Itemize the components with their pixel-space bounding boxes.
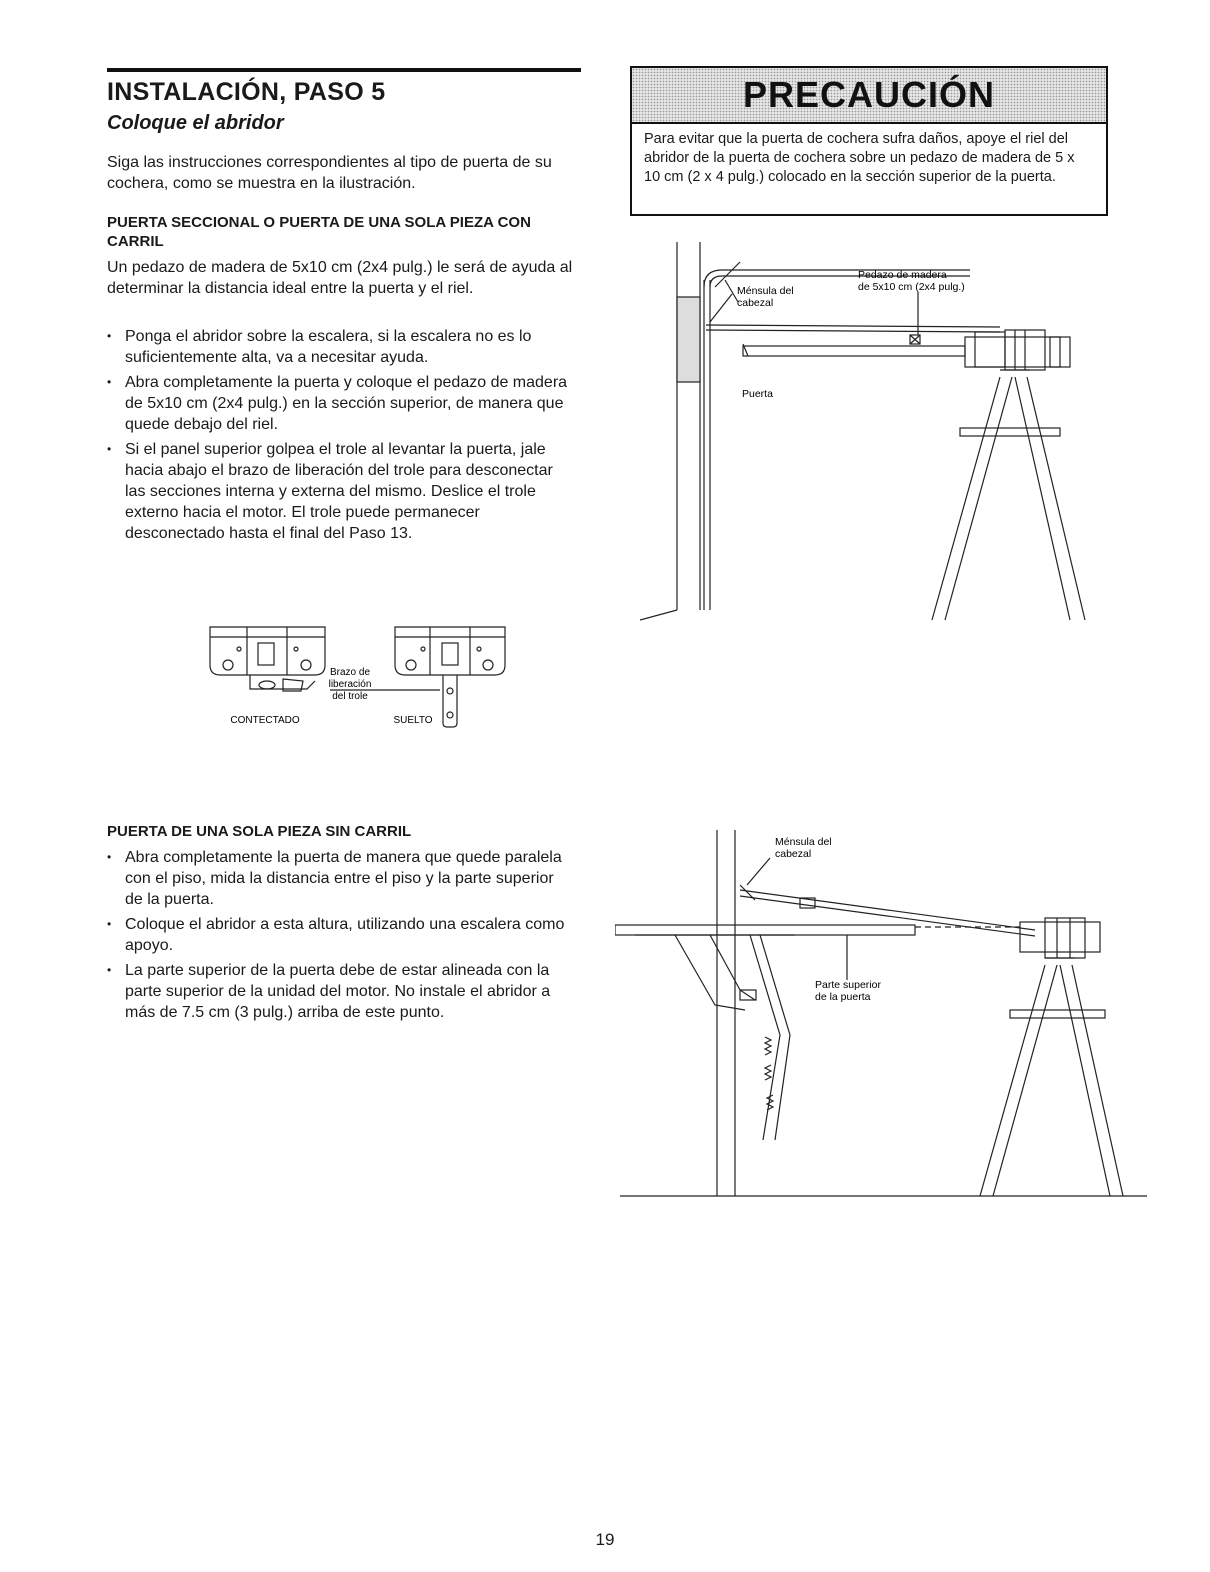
trolley-arm-label-3: del trole [332, 691, 368, 702]
caution-text: Para evitar que la puerta de cochera sufra daños, apoye el riel del abridor de la puerta de cochera sobre un pedazo de madera de 5 x 10 cm (2 x 4 pulg.) colocado en la sección superior de la puerta. [644, 131, 1075, 185]
trolley-loose-label: SUELTO [393, 715, 433, 726]
fig-top-wood-label-2: de 5x10 cm (2x4 pulg.) [858, 281, 965, 293]
section2-bullet-list [107, 847, 572, 1027]
trolley-connected-label: CONTECTADO [230, 715, 300, 726]
fig-bottom-top-label-1: Parte superior [815, 979, 881, 991]
list-item: • Abra completamente la puerta de manera que quede paralela con el piso, mida la distancia entre el piso y la parte superior de la puerta. [107, 847, 572, 910]
page-number: 19 [595, 1530, 615, 1549]
caution-header [632, 68, 1106, 124]
list-item: • Coloque el abridor a esta altura, utilizando una escalera como apoyo. [107, 914, 572, 956]
trolley-figure [195, 615, 515, 730]
fig-top-bracket-label-1: Ménsula del [737, 285, 794, 297]
page-title: INSTALACIÓN, PASO 5 [107, 78, 386, 106]
list-item: • Si el panel superior golpea el trole al levantar la puerta, jale hacia abajo el brazo de liberación del trole para desconectar las secciones interna y externa del mismo. Deslice el trole externo hacia el motor. El trole puede permanecer desconectado hasta el final del Paso 13. [107, 439, 572, 544]
trolley-arm-label-2: liberación [328, 679, 372, 690]
section1-heading: PUERTA SECCIONAL O PUERTA DE UNA SOLA PIEZA CON CARRIL [107, 214, 531, 250]
caution-box [630, 66, 1108, 216]
fig-top-door-label: Puerta [742, 388, 773, 400]
fig-bottom-bracket-label-2: cabezal [775, 848, 812, 860]
list-item: • Abra completamente la puerta y coloque el pedazo de madera de 5x10 cm (2x4 pulg.) en la sección superior, de manera que quede debajo del riel. [107, 372, 572, 435]
list-item: • La parte superior de la puerta debe de estar alineada con la parte superior de la unidad del motor. No instale el abridor a más de 7.5 cm (3 pulg.) arriba de este punto. [107, 960, 572, 1023]
page-subtitle: Coloque el abridor [107, 112, 284, 134]
section1-paragraph: Un pedazo de madera de 5x10 cm (2x4 pulg.) le será de ayuda al determinar la distancia ideal entre la puerta y el riel. [107, 259, 573, 297]
fig-bottom-top-label-2: de la puerta [815, 991, 871, 1003]
list-item: • Ponga el abridor sobre la escalera, si la escalera no es lo suficientemente alta, va a necesitar ayuda. [107, 326, 572, 368]
trolley-arm-label-1: Brazo de [329, 667, 371, 678]
fig-top-bracket-label-2: cabezal [737, 297, 774, 309]
fig-bottom-bracket-label-1: Ménsula del [775, 836, 832, 848]
section2-heading: PUERTA DE UNA SOLA PIEZA SIN CARRIL [107, 823, 412, 840]
intro-text: Siga las instrucciones correspondientes al tipo de puerta de su cochera, como se muestra en la ilustración. [107, 154, 552, 192]
figure-sectional-door [640, 242, 1100, 632]
figure-one-piece-door [615, 830, 1155, 1205]
fig-top-wood-label-1: Pedazo de madera [858, 269, 947, 281]
section1-bullet-list [107, 326, 572, 548]
header-rule [107, 68, 581, 72]
caution-title: PRECAUCIÓN [742, 74, 995, 115]
